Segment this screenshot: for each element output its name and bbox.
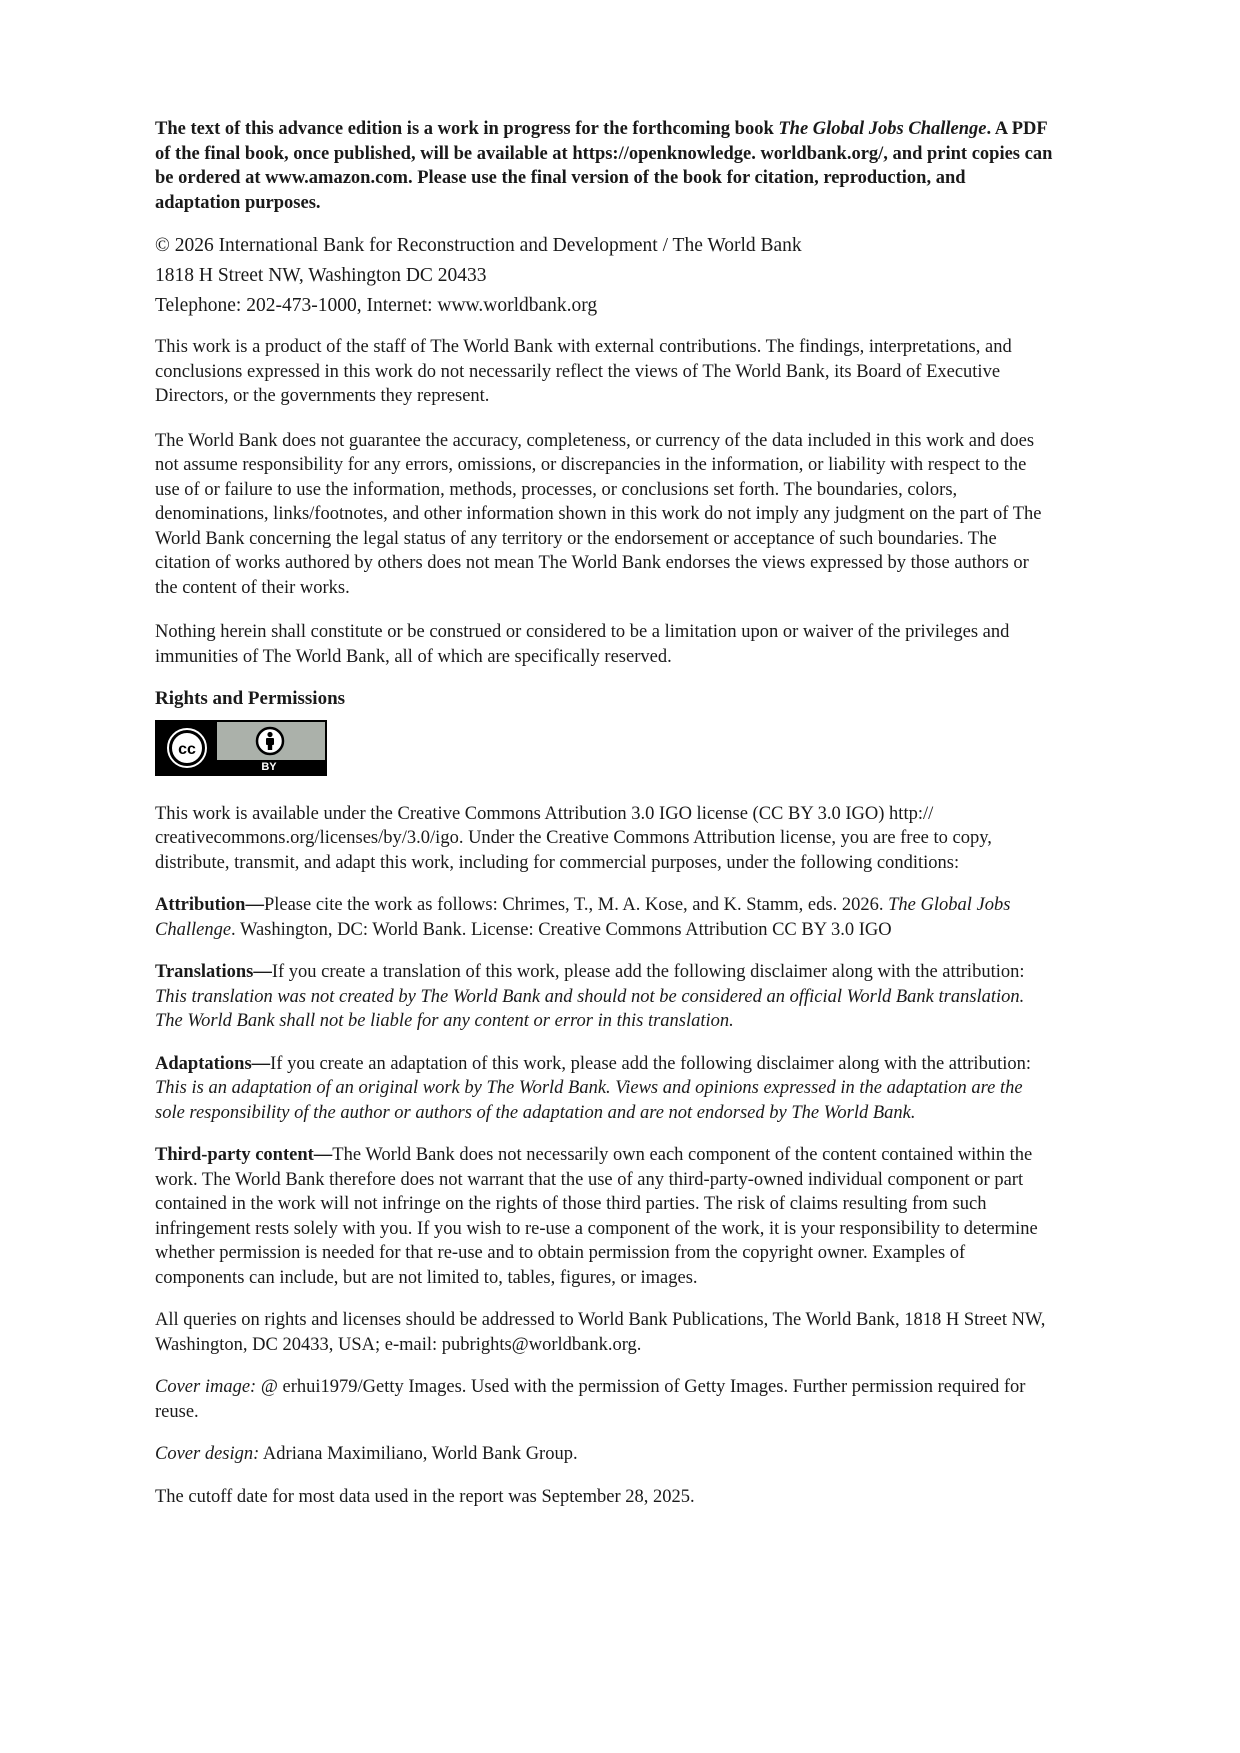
contact-line: Telephone: 202-473-1000, Internet: www.worldbank.org	[155, 295, 598, 316]
by-label: BY	[261, 760, 277, 773]
attribution-text-2: . Washington, DC: World Bank. License: Creative Commons Attribution CC BY 3.0 IGO	[231, 919, 892, 940]
data-cutoff-note: The cutoff date for most data used in the report was September 28, 2025.	[155, 1486, 695, 1507]
third-party-condition	[155, 1143, 1055, 1290]
cover-image-credit	[155, 1375, 1055, 1424]
adaptations-text: If you create an adaptation of this work, please add the following disclaimer along with the attribution:	[270, 1053, 1031, 1074]
cover-design-text: Adriana Maximiliano, World Bank Group.	[259, 1444, 578, 1464]
attribution-title: The Global Jobs Challenge	[155, 895, 1011, 940]
copyright-line: © 2026 International Bank for Reconstruction and Development / The World Bank	[155, 235, 802, 256]
third-party-text: The World Bank does not necessarily own each component of the content contained within the work. The World Bank therefore does not warrant that the use of any third-party-owned individual component or part contained in the work will not infringe on the rights of those third parties. The risk of claims resulting from such infringement rests solely with you. If you wish to re-use a component of the work, it is your responsibility to determine whether permission is needed for that re-use and to obtain permission from the copyright owner. Examples of components can include, but are not limited to, tables, figures, or images.	[155, 1145, 1038, 1288]
translations-label: Translations—	[155, 962, 272, 982]
translations-disclaimer: This translation was not created by The World Bank and should not be considered an official World Bank translation. The World Bank shall not be liable for any content or error in this translation.	[155, 986, 1025, 1031]
rights-heading: Rights and Permissions	[155, 688, 346, 709]
book-title: The Global Jobs Challenge	[778, 119, 987, 139]
adaptations-label: Adaptations—	[155, 1053, 271, 1074]
advance-edition-notice	[155, 117, 1055, 215]
advance-text-2: . A PDF of the final book, once published, will be available at https://openknowledge. worldbank.org/, and print copies can be ordered at www.amazon.com. Please use the final version of the book for citation, reproduction, and adaptation purposes.	[155, 119, 1053, 213]
cover-image-text: @ erhui1979/Getty Images. Used with the permission of Getty Images. Further permission required for reuse.	[155, 1377, 1026, 1422]
third-party-label: Third-party content—	[155, 1145, 333, 1165]
translations-text: If you create a translation of this work, please add the following disclaimer along with the attribution:	[271, 962, 1025, 982]
translations-condition	[155, 960, 1055, 1034]
adaptations-condition	[155, 1052, 1055, 1126]
svg-text:cc: cc	[178, 740, 196, 758]
cc-icon	[157, 722, 217, 774]
address-line: 1818 H Street NW, Washington DC 20433	[155, 265, 487, 286]
attribution-condition	[155, 893, 1055, 942]
disclaimer-staff: This work is a product of the staff of The World Bank with external contributions. The findings, interpretations, and conclusions expressed in this work do not necessarily reflect the views of The World Bank, its Board of Executive Directors, or the governments they represent.	[155, 337, 1012, 406]
cover-image-label: Cover image:	[155, 1377, 257, 1397]
cover-design-credit	[155, 1442, 1055, 1467]
adaptations-disclaimer: This is an adaptation of an original work by The World Bank. Views and opinions expressed in the adaptation are the sole responsibility of the author or authors of the adaptation and are not endorsed by The World Bank.	[155, 1078, 1023, 1123]
advance-text-1: The text of this advance edition is a work in progress for the forthcoming book	[155, 119, 779, 139]
copyright-page	[155, 117, 1055, 1509]
disclaimer-immunities: Nothing herein shall constitute or be construed or considered to be a limitation upon or waiver of the privileges and immunities of The World Bank, all of which are specifically reserved.	[155, 622, 1010, 667]
by-label-strip	[217, 760, 325, 774]
by-panel	[217, 722, 325, 774]
queries-text: All queries on rights and licenses should be addressed to World Bank Publications, The World Bank, 1818 H Street NW, Washington, DC 20433, USA; e-mail: pubrights@worldbank.org.	[155, 1310, 1046, 1355]
attribution-label: Attribution—	[155, 895, 264, 915]
publisher-block	[155, 231, 1055, 321]
cover-design-label: Cover design:	[155, 1444, 260, 1464]
cc-by-badge	[155, 720, 327, 776]
attribution-text-1: Please cite the work as follows: Chrimes, T., M. A. Kose, and K. Stamm, eds. 2026.	[263, 895, 889, 915]
license-text: This work is available under the Creative Commons Attribution 3.0 IGO license (CC BY 3.0 IGO) http:// creativecommons.org/licenses/by/3.0/igo. Under the Creative Commons Attribution license, you are free to copy, distribute, transmit, and adapt this work, including for commercial purposes, under the following conditions:	[155, 803, 992, 873]
disclaimer-accuracy: The World Bank does not guarantee the accuracy, completeness, or currency of the data included in this work and does not assume responsibility for any errors, omissions, or discrepancies in the information, or liability with respect to the use of or failure to use the information, methods, processes, or conclusions set forth. The boundaries, colors, denominations, links/footnotes, and other information shown in this work do not imply any judgment on the part of The World Bank concerning the legal status of any territory or the endorsement or acceptance of such boundaries. The citation of works authored by others does not mean The World Bank endorses the views expressed by those authors or the content of their works.	[155, 430, 1042, 598]
attribution-person-icon	[255, 726, 285, 764]
